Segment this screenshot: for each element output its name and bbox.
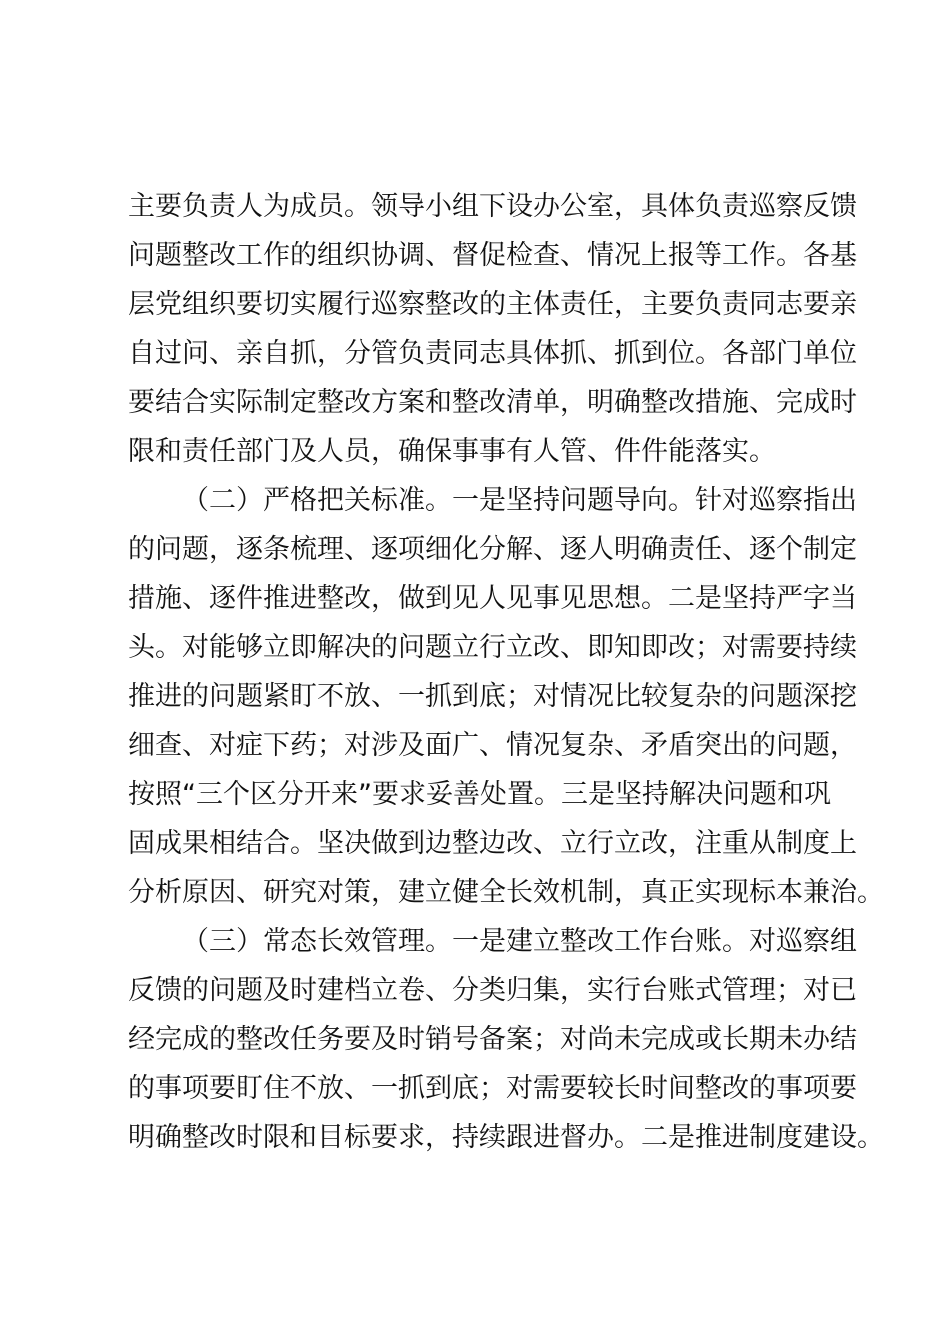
text-line-10: 头。对能够立即解决的问题立行立改、即知即改；对需要持续 bbox=[128, 632, 857, 663]
section-heading-2: （二）严格把关标准。一是坚持问题导向。针对巡察指出 bbox=[182, 485, 857, 516]
section-heading-3: （三）常态长效管理。一是建立整改工作台账。对巡察组 bbox=[182, 926, 857, 957]
text-line-20: 明确整改时限和目标要求，持续跟进督办。二是推进制度建设。 bbox=[128, 1122, 884, 1153]
text-line-18: 经完成的整改任务要及时销号备案；对尚未完成或长期未办结 bbox=[128, 1024, 857, 1055]
text-line-11: 推进的问题紧盯不放、一抓到底；对情况比较复杂的问题深挖 bbox=[128, 681, 857, 712]
text-line-1: 主要负责人为成员。领导小组下设办公室，具体负责巡察反馈 bbox=[128, 191, 857, 222]
text-line-17: 反馈的问题及时建档立卷、分类归集，实行台账式管理；对已 bbox=[128, 975, 857, 1006]
text-line-14: 固成果相结合。坚决做到边整边改、立行立改，注重从制度上 bbox=[128, 828, 857, 859]
text-line-3: 层党组织要切实履行巡察整改的主体责任，主要负责同志要亲 bbox=[128, 289, 857, 320]
text-line-19: 的事项要盯住不放、一抓到底；对需要较长时间整改的事项要 bbox=[128, 1073, 857, 1104]
text-line-5: 要结合实际制定整改方案和整改清单，明确整改措施、完成时 bbox=[128, 387, 857, 418]
body-text bbox=[128, 182, 884, 1162]
text-line-13: 按照“三个区分开来”要求妥善处置。三是坚持解决问题和巩 bbox=[128, 779, 831, 810]
text-line-6: 限和责任部门及人员，确保事事有人管、件件能落实。 bbox=[128, 436, 776, 467]
text-line-15: 分析原因、研究对策，建立健全长效机制，真正实现标本兼治。 bbox=[128, 877, 884, 908]
text-line-4: 自过问、亲自抓，分管负责同志具体抓、抓到位。各部门单位 bbox=[128, 338, 857, 369]
text-line-9: 措施、逐件推进整改，做到见人见事见思想。二是坚持严字当 bbox=[128, 583, 857, 614]
text-line-8: 的问题，逐条梳理、逐项细化分解、逐人明确责任、逐个制定 bbox=[128, 534, 857, 565]
text-line-2: 问题整改工作的组织协调、督促检查、情况上报等工作。各基 bbox=[128, 240, 857, 271]
text-line-12: 细查、对症下药；对涉及面广、情况复杂、矛盾突出的问题， bbox=[128, 730, 857, 761]
